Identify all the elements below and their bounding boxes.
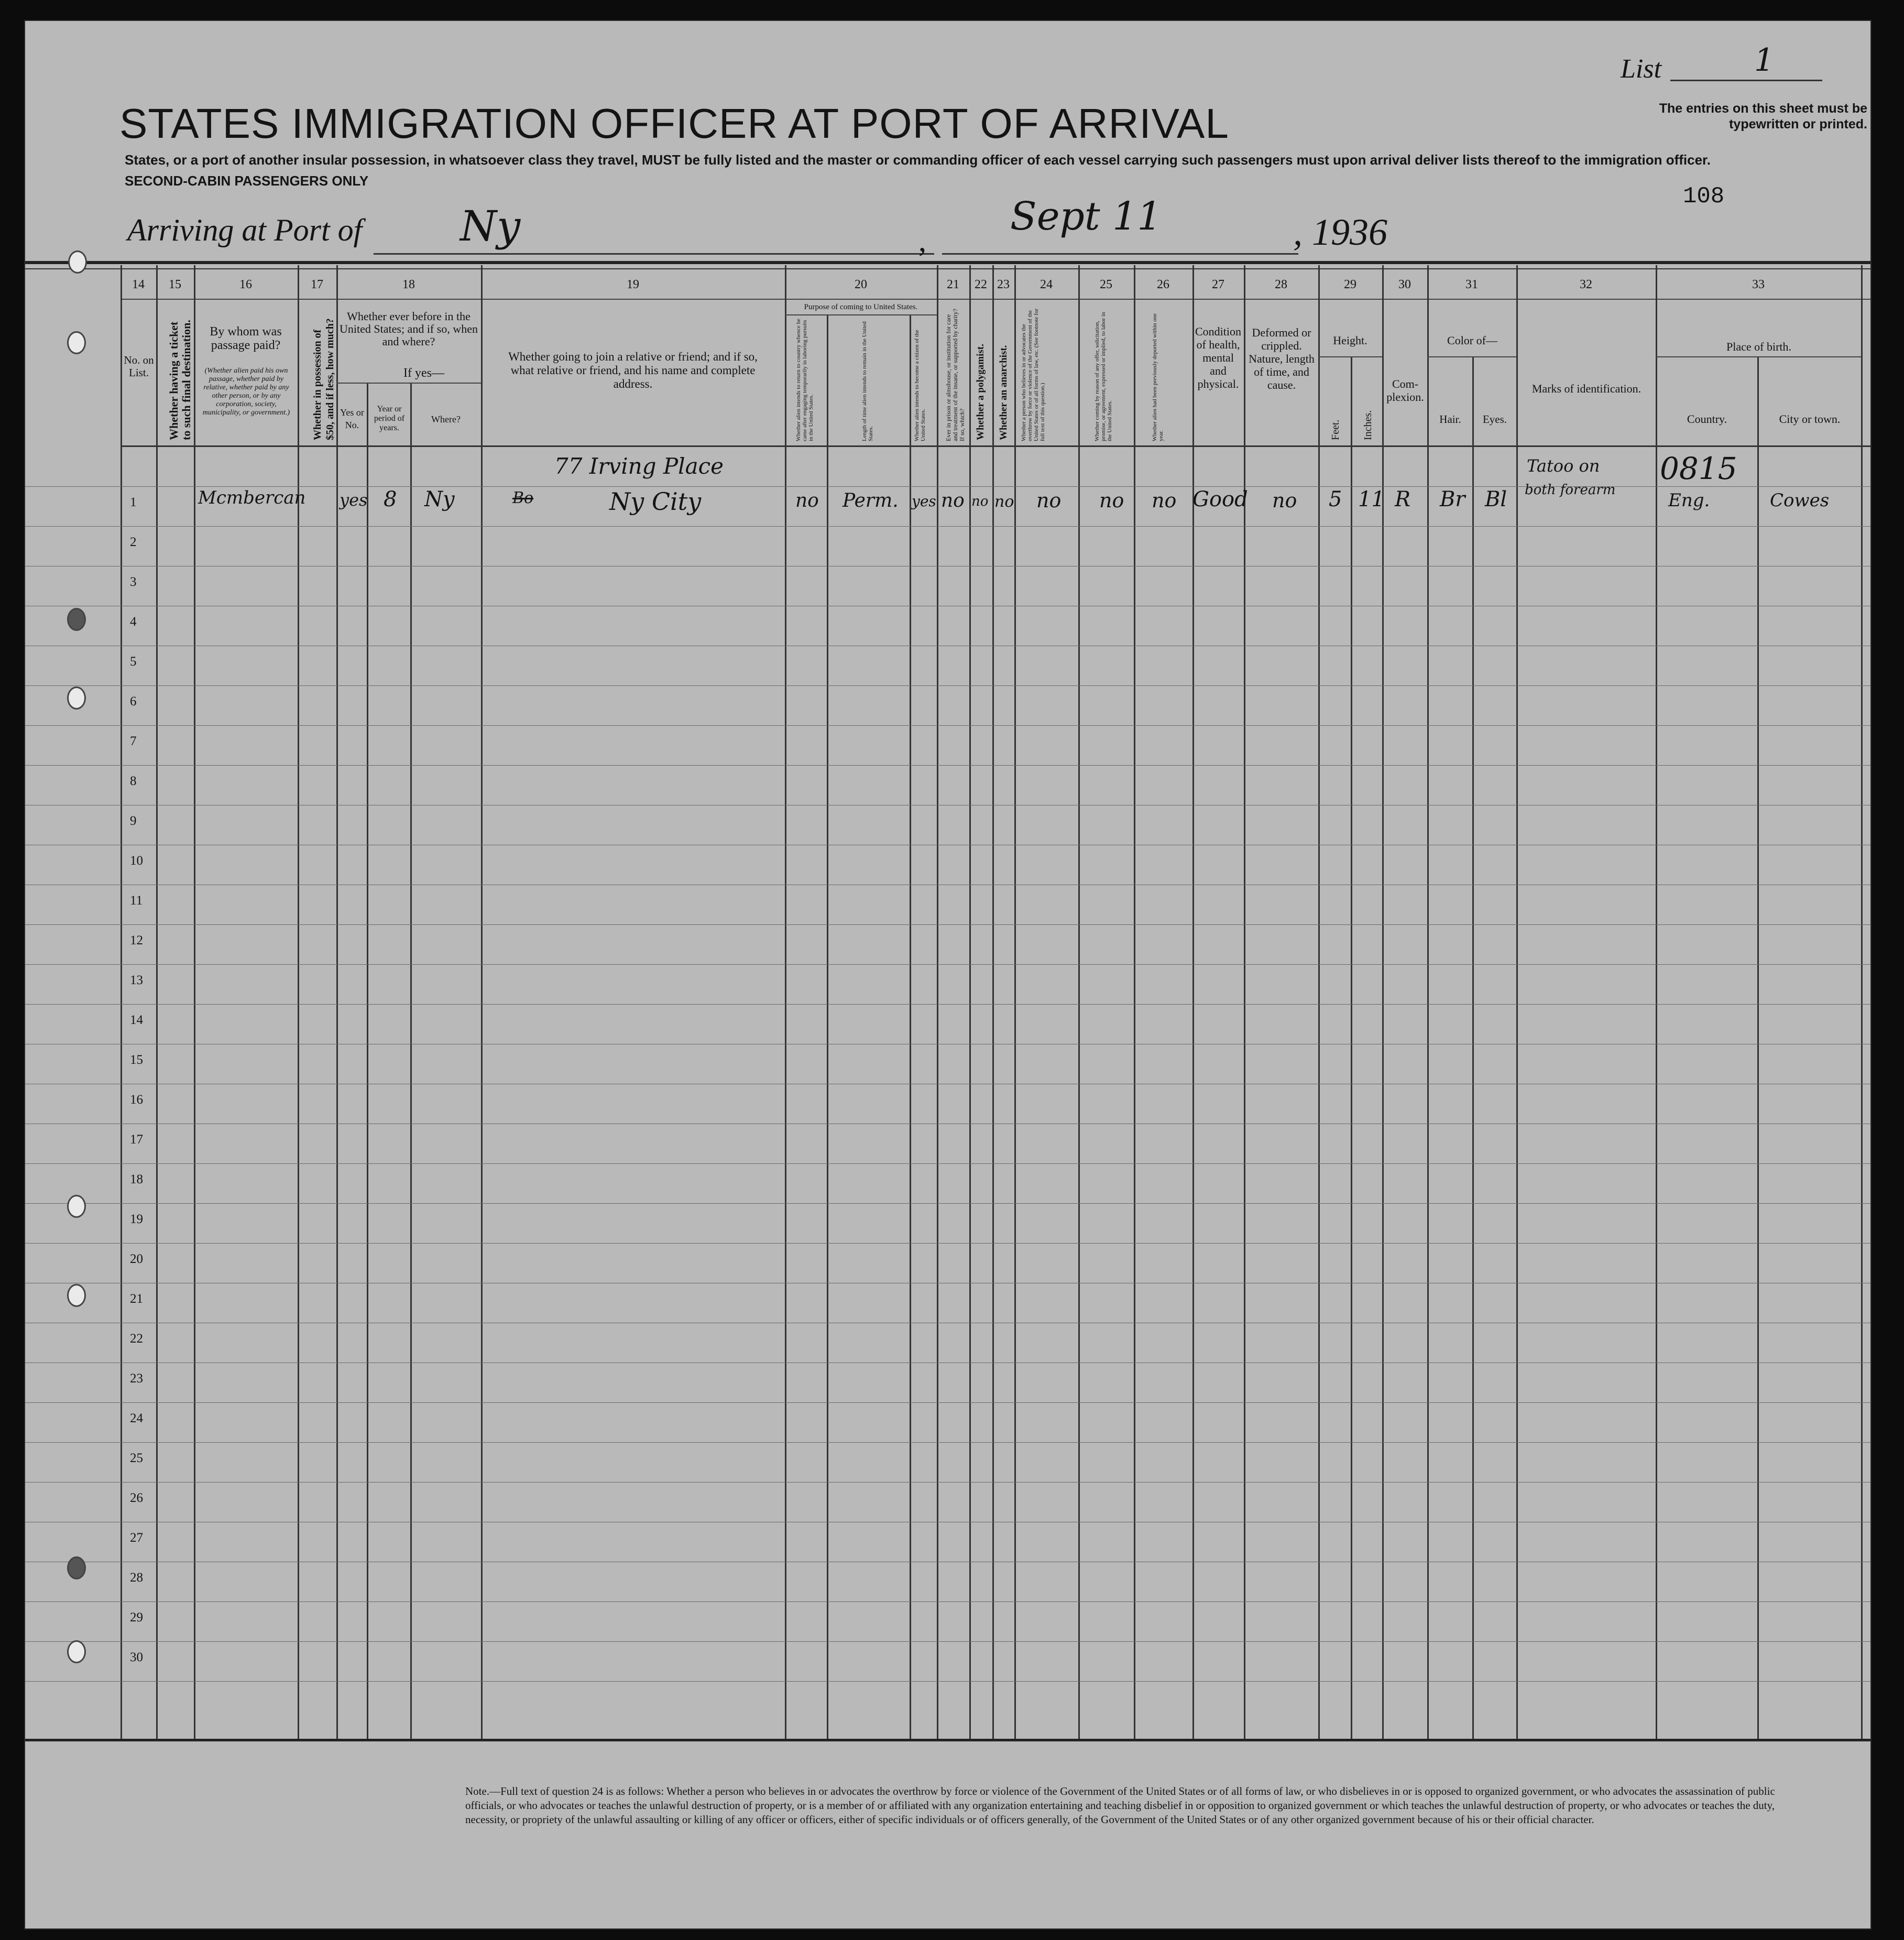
arrival-year: , 1936: [1293, 211, 1387, 253]
header-purpose-length: Length of time alien intends to remain in the United States.: [861, 321, 874, 441]
column-number: 29: [1344, 278, 1356, 291]
page-title: STATES IMMIGRATION OFFICER AT PORT OF ARRIVAL: [119, 100, 1229, 147]
header-no-on-list: No. on List.: [124, 354, 154, 379]
binder-hole: [67, 1284, 86, 1307]
header-feet: Feet.: [1330, 419, 1341, 440]
header-deformed: Deformed or crippled. Nature, length of time, and cause.: [1249, 326, 1315, 391]
entry-hair: Br: [1440, 487, 1465, 511]
row-number: 30: [130, 1650, 143, 1664]
col-line: [367, 383, 368, 1739]
entry-condition: Good: [1192, 487, 1248, 511]
column-number: 19: [627, 278, 639, 291]
row-number: 1: [130, 495, 137, 509]
row-number: 21: [130, 1292, 143, 1306]
date-underline: [942, 253, 1298, 255]
entry-country-annotation: 0815: [1660, 451, 1737, 486]
row-number: 6: [130, 694, 137, 709]
row-number: 22: [130, 1332, 143, 1346]
entry-deported: no: [1152, 489, 1177, 512]
row-line: [25, 1243, 1870, 1244]
col-line: [827, 314, 828, 1739]
entry-country: Eng.: [1668, 490, 1710, 511]
column-number: 33: [1752, 278, 1765, 291]
header-purpose: Purpose of coming to United States.: [804, 303, 918, 311]
entry-feet: 5: [1329, 487, 1342, 511]
header-place-of-birth: Place of birth.: [1726, 340, 1792, 353]
column-number: 28: [1275, 278, 1287, 291]
col-line: [1472, 356, 1474, 1739]
header-city: City or town.: [1779, 412, 1841, 426]
row-number: 7: [130, 734, 137, 748]
entry-city: Cowes: [1770, 490, 1830, 511]
column-number: 15: [169, 278, 181, 291]
binder-hole: [67, 1640, 86, 1663]
row-line: [25, 1601, 1870, 1602]
entry-address-line2: Ny City: [609, 487, 702, 516]
row-number: 23: [130, 1371, 143, 1386]
subheader-line: [1427, 356, 1516, 357]
table-top-border-inner: [25, 268, 1870, 269]
table-bottom-border: [25, 1739, 1870, 1741]
manifest-sheet: [24, 20, 1872, 1930]
row-number: 29: [130, 1610, 143, 1625]
entry-polygamist: no: [971, 494, 989, 509]
header-ticket: Whether having a ticket to such final destination.: [167, 320, 193, 440]
subheader-line: [785, 314, 937, 315]
row-number: 9: [130, 814, 137, 828]
binder-hole: [67, 1556, 86, 1579]
column-number: 17: [311, 278, 323, 291]
header-contract: Whether coming by reason of any offer, solicitation, promise, or agreement, expressed or implied, to labor in the United States.: [1094, 312, 1113, 441]
row-number: 20: [130, 1252, 143, 1266]
header-hair: Hair.: [1439, 413, 1461, 426]
header-prison: Ever in prison or almshouse, or institution for care and treatment of the insane, or supported by charity? If so, which?: [945, 309, 966, 441]
entry-length-of-stay: Perm.: [842, 490, 899, 511]
binder-hole: [67, 331, 86, 354]
subheader-line: [336, 383, 481, 384]
row-line: [25, 1442, 1870, 1443]
subheader-line: [1318, 356, 1382, 357]
header-if-yes: If yes—: [403, 366, 444, 380]
column-number: 27: [1212, 278, 1224, 291]
column-number-divider: [121, 299, 1870, 300]
row-number: 3: [130, 575, 137, 589]
row-line: [25, 1641, 1870, 1642]
header-color-of: Color of—: [1447, 334, 1497, 347]
column-number: 18: [402, 278, 415, 291]
instructions-text: States, or a port of another insular possession, in whatsoever class they travel, MUST be fully listed and the master or commanding officer of each vessel carrying such passengers must upon arrival deliver lists thereof to the immigration officer.: [125, 152, 1711, 168]
row-line: [25, 765, 1870, 766]
table-top-border: [25, 261, 1870, 264]
entry-deformed: no: [1272, 489, 1297, 512]
row-number: 17: [130, 1132, 143, 1147]
header-overthrow: Whether a person who believes in or advocates the overthrow by force or violence of the Government of the United States or of all forms of law, etc. (See footnote for full text of this question.): [1021, 308, 1046, 441]
row-line: [25, 1163, 1870, 1164]
col-line: [410, 383, 412, 1739]
header-where: Where?: [431, 414, 461, 424]
row-line: [25, 1203, 1870, 1204]
column-number: 16: [239, 278, 252, 291]
header-relative-friend: Whether going to join a relative or friend; and if so, what relative or friend, and his name and complete address.: [508, 350, 758, 390]
binder-hole: [67, 1195, 86, 1218]
column-number: 14: [132, 278, 145, 291]
sheet-number: 108: [1683, 183, 1725, 210]
row-number: 8: [130, 774, 137, 788]
list-number: 1: [1754, 42, 1775, 79]
entry-inches: 11: [1358, 487, 1385, 511]
row-line: [25, 1402, 1870, 1403]
entry-contract: no: [1099, 489, 1124, 512]
header-year-period: Year or period of years.: [374, 405, 405, 432]
row-line: [25, 725, 1870, 726]
list-label: List: [1621, 54, 1662, 84]
column-number: 21: [947, 278, 959, 291]
column-number: 32: [1580, 278, 1592, 291]
cabin-class-label: SECOND-CABIN PASSENGERS ONLY: [125, 173, 369, 189]
row-number: 2: [130, 535, 137, 549]
entry-return: no: [795, 490, 819, 511]
header-passage-paid-note: (Whether alien paid his own passage, whether paid by relative, whether paid by any other person, or by any corporation, society, municipality, or government.): [202, 367, 290, 417]
header-deported: Whether alien had been previously deported within one year.: [1152, 313, 1164, 441]
row-number: 27: [130, 1531, 143, 1545]
row-number: 26: [130, 1491, 143, 1505]
row-number: 19: [130, 1212, 143, 1226]
entry-ever-before: yes: [340, 490, 368, 510]
col-line: [1757, 356, 1759, 1739]
header-yes-no: Yes or No.: [340, 407, 364, 430]
row-number: 10: [130, 854, 143, 868]
row-line: [25, 526, 1870, 527]
entry-address-line1: 77 Irving Place: [554, 453, 724, 479]
entry-complexion: R: [1395, 487, 1411, 511]
header-passage-paid: By whom was passage paid?: [210, 325, 282, 352]
row-number: 11: [130, 893, 143, 908]
row-number: 25: [130, 1451, 143, 1465]
subheader-line: [1656, 356, 1861, 357]
entry-address-strike: Bo: [512, 489, 534, 507]
header-polygamist: Whether a polygamist.: [975, 344, 986, 440]
port-underline: [374, 253, 934, 255]
row-number: 14: [130, 1013, 143, 1027]
entry-paid-by: Mcmbercan: [198, 487, 306, 508]
header-complexion: Com- plexion.: [1386, 377, 1424, 404]
row-number: 4: [130, 615, 137, 629]
header-marks: Marks of identification.: [1531, 382, 1642, 395]
column-number: 30: [1398, 278, 1411, 291]
header-anarchist: Whether an anarchist.: [998, 345, 1009, 440]
binder-hole: [67, 686, 86, 710]
entry-marks-line1: Tatoo on: [1527, 456, 1600, 476]
header-country: Country.: [1687, 412, 1727, 426]
entry-years: 8: [384, 487, 397, 511]
header-purpose-return: Whether alien intends to return to country whence he came after engaging temporarily in laboring pursuits in the United States.: [795, 319, 814, 441]
entry-citizen: yes: [912, 493, 936, 510]
list-underline: [1670, 80, 1822, 81]
row-line: [25, 1004, 1870, 1005]
header-inches: Inches.: [1362, 410, 1374, 440]
row-number: 24: [130, 1411, 143, 1425]
row-number: 5: [130, 655, 137, 669]
arriving-port-label: Arriving at Port of: [127, 213, 363, 247]
entry-prison: no: [941, 490, 965, 511]
column-number: 22: [975, 278, 987, 291]
row-number: 12: [130, 933, 143, 947]
header-eyes: Eyes.: [1482, 413, 1507, 426]
header-bottom-divider: [121, 445, 1870, 447]
row-line: [25, 1681, 1870, 1682]
column-number: 25: [1100, 278, 1112, 291]
header-height: Height.: [1333, 334, 1367, 347]
entry-anarchist: no: [994, 493, 1014, 511]
entry-where: Ny: [424, 487, 455, 511]
entry-marks-line2: both forearm: [1525, 482, 1616, 498]
row-line: [25, 685, 1870, 686]
footnote: Note.—Full text of question 24 is as follows: Whether a person who believes in or advocates the overthrow by force or violence of the Government of the United States or of all forms of law, or who disbelieves in or is opposed to organized government, or who advocates the assassination of public officials, or who advocates or teaches the unlawful destruction of property, or is a member of or affiliated with any organization entertaining and teaching disbelief in or opposition to organized government or which teaches the unlawful destruction of property, or who advocates or teaches the duty, necessity, or propriety of the unlawful assaulting or killing of any officer or officers, either of specific individuals or of officers generally, of the Government of the United States or of any other organized government because of his or their official character.: [465, 1785, 1775, 1826]
header-condition: Condition of health, mental and physical.: [1195, 325, 1241, 390]
column-number: 31: [1465, 278, 1478, 291]
entries-note: The entries on this sheet must be typewritten or printed.: [1659, 101, 1867, 132]
col-line: [910, 314, 911, 1739]
row-number: 18: [130, 1172, 143, 1186]
arrival-date: Sept 11: [1010, 194, 1162, 239]
row-number: 15: [130, 1053, 143, 1067]
row-line: [25, 964, 1870, 965]
row-number: 28: [130, 1571, 143, 1585]
binder-hole: [67, 608, 86, 631]
entry-eyes: Bl: [1485, 487, 1507, 511]
column-number: 26: [1157, 278, 1169, 291]
column-number: 23: [997, 278, 1010, 291]
port-comma: ,: [918, 223, 926, 258]
binder-hole: [68, 250, 87, 274]
header-purpose-citizen: Whether alien intends to become a citizen of the United States.: [914, 330, 926, 441]
entry-overthrow: no: [1036, 489, 1062, 512]
row-number: 13: [130, 973, 143, 987]
header-ever-before: Whether ever before in the United States; and if so, when and where?: [340, 310, 478, 348]
column-number: 20: [855, 278, 867, 291]
col-line: [1351, 356, 1352, 1739]
row-line: [25, 1482, 1870, 1483]
row-number: 16: [130, 1093, 143, 1107]
port-value: Ny: [460, 202, 521, 250]
column-number: 24: [1040, 278, 1053, 291]
header-possession: Whether in possession of $50, and if less, how much?: [312, 318, 336, 440]
row-line: [25, 924, 1870, 925]
